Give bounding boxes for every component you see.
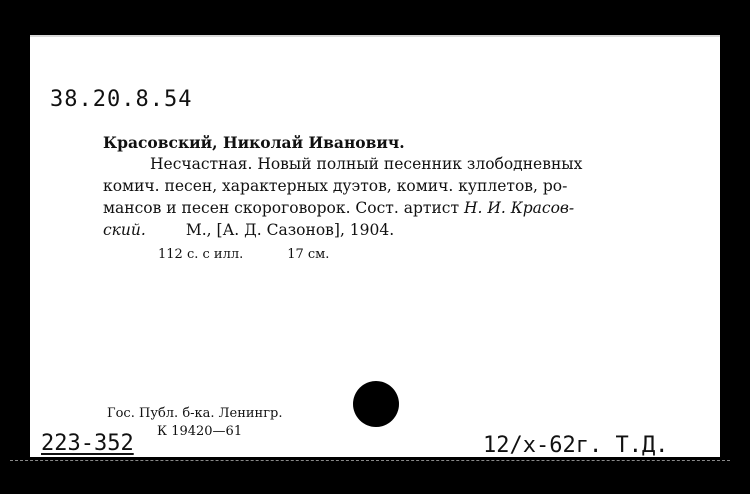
- bibliographic-description: [103, 153, 703, 241]
- catalog-number: К 19420—61: [157, 424, 243, 439]
- library-name: Гос. Публ. б-ка. Ленингр.: [107, 406, 283, 421]
- book-size: 17 см.: [287, 247, 330, 262]
- imprint-bracket-close: ]: [333, 221, 340, 239]
- imprint-publisher: А. Д. Сазонов: [222, 221, 334, 239]
- card-bottom-edge: [10, 460, 730, 461]
- page-count: 112 с. с илл.: [158, 247, 244, 262]
- description-line-3: [103, 197, 703, 219]
- imprint-place: М.,: [185, 221, 217, 239]
- imprint-bracket-open: [: [216, 221, 223, 239]
- compiler-name-end: ский.: [103, 221, 146, 239]
- handwritten-inventory-number: 223-352: [41, 431, 134, 456]
- catalog-card: [30, 35, 720, 457]
- description-line-1: Несчастная. Новый полный песенник злободневных: [150, 155, 583, 173]
- description-line-2: комич. песен, характерных дуэтов, комич. куплетов, ро-: [103, 177, 568, 195]
- classification-mark: 38.20.8.54: [50, 87, 193, 112]
- description-line-4: [103, 219, 703, 241]
- handwritten-date-note: 12/х-62г. Т.Д.: [483, 433, 669, 458]
- compiler-name: Н. И. Красов-: [463, 199, 575, 217]
- physical-description: [158, 247, 329, 262]
- description-line-3-text: мансов и песен скороговорок. Сост. артист: [103, 199, 464, 217]
- author-heading: Красовский, Николай Иванович.: [103, 133, 405, 152]
- punch-hole: [353, 381, 399, 427]
- imprint-year: , 1904.: [339, 221, 395, 239]
